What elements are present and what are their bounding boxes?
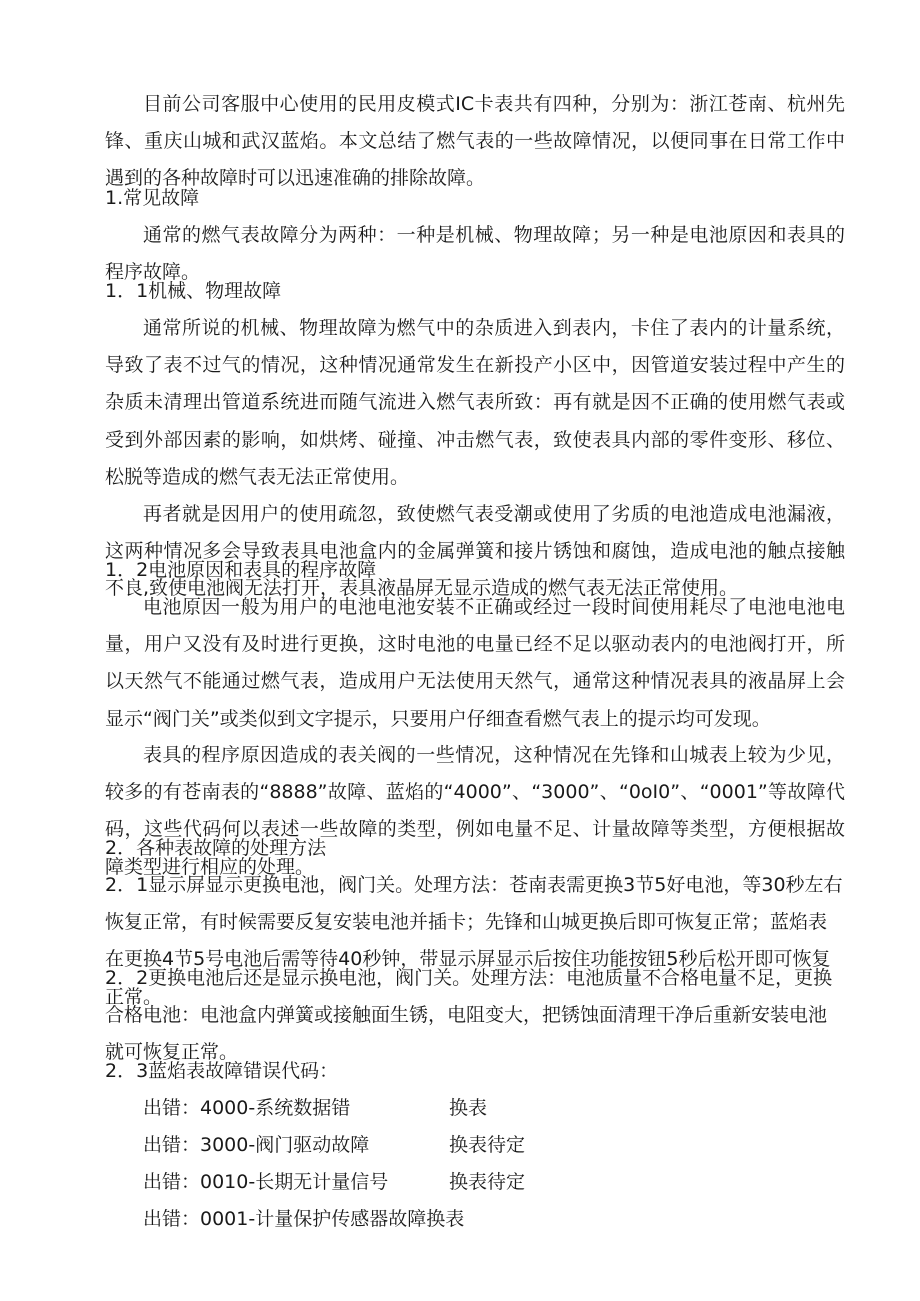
error-code-text: 出错：0010-长期无计量信号 xyxy=(143,1171,389,1193)
section-2-heading: 2．各种表故障的处理方法 xyxy=(105,837,327,859)
section-1-2-paragraph-1: 电池原因一般为用户的电池电池安装不正确或经过一段时间使用耗尽了电池电池电量，用户又没有及时进行更换，这时电池的电量已经不足以驱动表内的电池阀打开，所以天然气不能通过燃气表，造成用户无法使用天然气，通常这种情况表具的液晶屏上会显示“阀门关”或类似到文字提示，只要用户仔细查看燃气表上的提示均可发现。 xyxy=(105,596,845,730)
error-code-action: 换表 xyxy=(449,1097,488,1119)
section-2-2-paragraph: 2．2更换电池后还是显示换电池，阀门关。处理方法：电池质量不合格电量不足，更换合格电池：电池盒内弹簧或接触面生锈，电阻变大，把锈蚀面清理干净后重新安装电池就可恢复正常。 xyxy=(105,967,833,1064)
error-code-action: 换表待定 xyxy=(449,1134,526,1156)
section-1-paragraph: 通常的燃气表故障分为两种：一种是机械、物理故障；另一种是电池原因和表具的程序故障。 xyxy=(105,224,845,284)
section-1-2-paragraph-2: 表具的程序原因造成的表关阀的一些情况，这种情况在先锋和山城表上较为少见，较多的有苍南表的“8888”故障、蓝焰的“4000”、“3000”、“0oI0”、“0001”等故障代码，这些代码何以表述一些故障的类型，例如电量不足、计量故障等类型，方便根据故障类型进行相应的处理。 xyxy=(105,744,845,878)
section-1-2-heading: 1．2电池原因和表具的程序故障 xyxy=(105,559,377,581)
error-code-text: 出错：0001-计量保护传感器故障换表 xyxy=(143,1208,465,1230)
section-1-1-heading: 1．1机械、物理故障 xyxy=(105,280,282,302)
section-1-1-paragraph-2: 再者就是因用户的使用疏忽，致使燃气表受潮或使用了劣质的电池造成电池漏液，这两种情况多会导致表具电池盒内的金属弹簧和接片锈蚀和腐蚀，造成电池的触点接触不良,致使电池阀无法打开，表具液晶屏无显示造成的燃气表无法正常使用。 xyxy=(105,503,845,600)
section-1-1-paragraph-1: 通常所说的机械、物理故障为燃气中的杂质进入到表内，卡住了表内的计量系统，导致了表不过气的情况，这种情况通常发生在新投产小区中，因管道安装过程中产生的杂质未清理出管道系统进而随气流进入燃气表所致：再有就是因不正确的使用燃气表或受到外部因素的影响，如烘烤、碰撞、冲击燃气表，致使表具内部的零件变形、移位、松脱等造成的燃气表无法正常使用。 xyxy=(105,317,845,488)
error-code-text: 出错：4000-系统数据错 xyxy=(143,1097,351,1119)
section-2-1-paragraph: 2．1显示屏显示更换电池，阀门关。处理方法：苍南表需更换3节5好电池，等30秒左右恢复正常，有时候需要反复安装电池并插卡；先锋和山城更换后即可恢复正常；蓝焰表在更换4节5号电池后需等待40秒钟，带显示屏显示后按住功能按钮5秒后松开即可恢复正常。 xyxy=(105,874,843,1008)
error-code-text: 出错：3000-阀门驱动故障 xyxy=(143,1134,370,1156)
error-code-action: 换表待定 xyxy=(449,1171,526,1193)
intro-paragraph: 目前公司客服中心使用的民用皮模式IC卡表共有四种，分别为：浙江苍南、杭州先锋、重庆山城和武汉蓝焰。本文总结了燃气表的一些故障情况，以便同事在日常工作中遇到的各种故障时可以迅速准确的排除故障。 xyxy=(105,93,845,190)
section-2-3-heading: 2．3蓝焰表故障错误代码： xyxy=(105,1060,339,1082)
section-1-heading: 1.常见故障 xyxy=(105,187,200,209)
